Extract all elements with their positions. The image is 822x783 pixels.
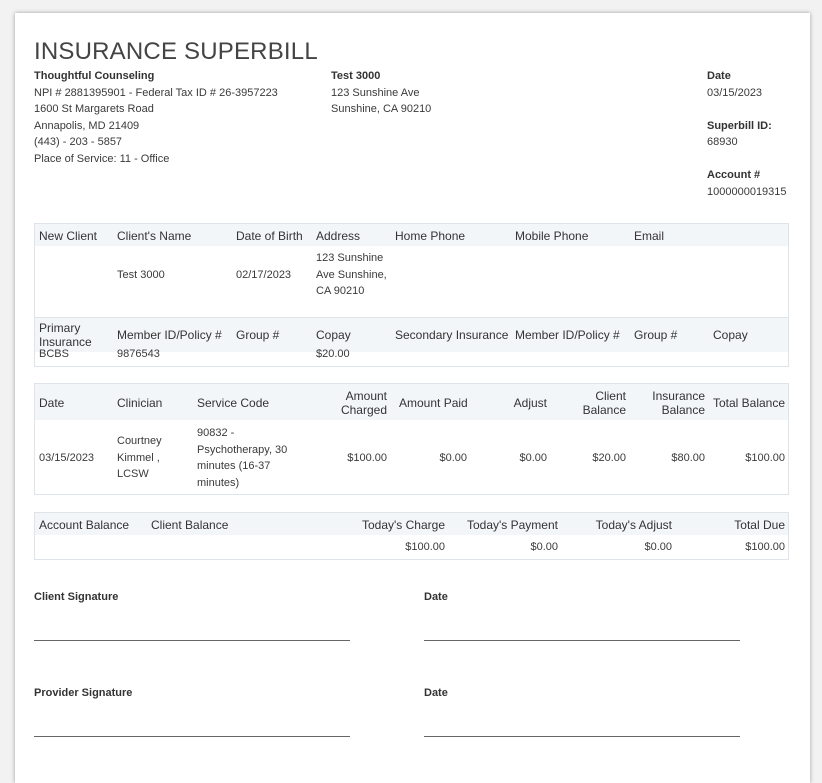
col-copay: Copay <box>316 328 351 342</box>
provider-npi: NPI # 2881395901 - Federal Tax ID # 26-3957223 <box>34 87 278 99</box>
col-service-code: Service Code <box>197 396 270 410</box>
col-group: Group # <box>236 328 280 342</box>
account-value: 1000000019315 <box>707 186 787 198</box>
client-date-line <box>424 640 740 641</box>
provider-signature-date-label: Date <box>424 687 448 699</box>
col-email: Email <box>634 229 665 243</box>
col-adjust: Adjust <box>513 396 547 410</box>
cell-todays-charge: $100.00 <box>405 541 445 553</box>
provider-signature-line <box>34 736 350 737</box>
provider-name: Thoughtful Counseling <box>34 70 155 82</box>
col-secondary-insurance: Secondary Insurance <box>395 328 509 342</box>
cell-amount-paid: $0.00 <box>439 452 467 464</box>
cell-client-name: Test 3000 <box>117 269 165 281</box>
col-amount-paid: Amount Paid <box>399 396 468 410</box>
cell-address: 123 Sunshine Ave Sunshine, CA 90210 <box>316 252 387 297</box>
cell-client-balance: $20.00 <box>592 452 626 464</box>
col-mobile-phone: Mobile Phone <box>515 229 589 243</box>
client-address1: 123 Sunshine Ave <box>331 87 420 99</box>
client-name-header: Test 3000 <box>331 70 381 82</box>
cell-todays-adjust: $0.00 <box>644 541 672 553</box>
cell-primary-insurance: BCBS <box>39 348 69 360</box>
superbill-id-value: 68930 <box>707 136 738 148</box>
col-total-balance: Total Balance <box>712 396 785 410</box>
col-home-phone: Home Phone <box>395 229 466 243</box>
col-amount-charged: Amount Charged <box>340 389 387 417</box>
cell-member-id: 9876543 <box>117 348 160 360</box>
totals-table <box>34 512 789 560</box>
col-insurance-balance: Insurance Balance <box>652 389 705 417</box>
place-of-service: Place of Service: 11 - Office <box>34 153 170 165</box>
client-address2: Sunshine, CA 90210 <box>331 103 432 115</box>
provider-date-line <box>424 736 740 737</box>
col-todays-adjust: Today's Adjust <box>595 518 672 532</box>
date-value: 03/15/2023 <box>707 87 763 99</box>
col-account-balance: Account Balance <box>39 518 130 532</box>
provider-signature-label: Provider Signature <box>34 687 133 699</box>
cell-copay: $20.00 <box>316 348 350 360</box>
provider-address2: Annapolis, MD 21409 <box>34 120 140 132</box>
client-insurance-table <box>34 223 789 367</box>
cell-service-date: 03/15/2023 <box>39 452 95 464</box>
page-title: INSURANCE SUPERBILL <box>34 38 318 65</box>
provider-phone: (443) - 203 - 5857 <box>34 136 123 148</box>
col-todays-payment: Today's Payment <box>466 518 558 532</box>
col-total-due: Total Due <box>734 518 785 532</box>
services-table <box>34 383 789 495</box>
col-client-balance: Client Balance <box>582 389 626 417</box>
cell-insurance-balance: $80.00 <box>671 452 705 464</box>
date-label: Date <box>707 70 731 82</box>
col-copay-2: Copay <box>713 328 748 342</box>
col-date: Date <box>39 396 65 410</box>
cell-amount-charged: $100.00 <box>347 452 387 464</box>
provider-address1: 1600 St Margarets Road <box>34 103 154 115</box>
cell-todays-payment: $0.00 <box>530 541 558 553</box>
account-label: Account # <box>707 169 761 181</box>
client-signature-line <box>34 640 350 641</box>
col-todays-charge: Today's Charge <box>361 518 445 532</box>
cell-clinician: Courtney Kimmel , LCSW <box>117 435 162 480</box>
col-clients-name: Client's Name <box>117 229 192 243</box>
col-member-id-2: Member ID/Policy # <box>515 328 620 342</box>
col-clinician: Clinician <box>117 396 163 410</box>
client-signature-date-label: Date <box>424 591 448 603</box>
col-totals-client-balance: Client Balance <box>151 518 229 532</box>
col-address: Address <box>316 229 361 243</box>
col-new-client: New Client <box>39 229 98 243</box>
col-date-of-birth: Date of Birth <box>236 229 303 243</box>
cell-service-code: 90832 - Psychotherapy, 30 minutes (16-37 minutes) <box>197 427 288 489</box>
superbill-id-label: Superbill ID: <box>707 120 772 132</box>
col-primary-insurance: Primary Insurance <box>39 321 92 349</box>
superbill-page <box>15 13 810 783</box>
client-signature-label: Client Signature <box>34 591 119 603</box>
col-group-2: Group # <box>634 328 678 342</box>
col-member-id: Member ID/Policy # <box>117 328 222 342</box>
cell-adjust: $0.00 <box>519 452 547 464</box>
cell-dob: 02/17/2023 <box>236 269 292 281</box>
cell-total-balance: $100.00 <box>745 452 785 464</box>
cell-total-due: $100.00 <box>745 541 785 553</box>
